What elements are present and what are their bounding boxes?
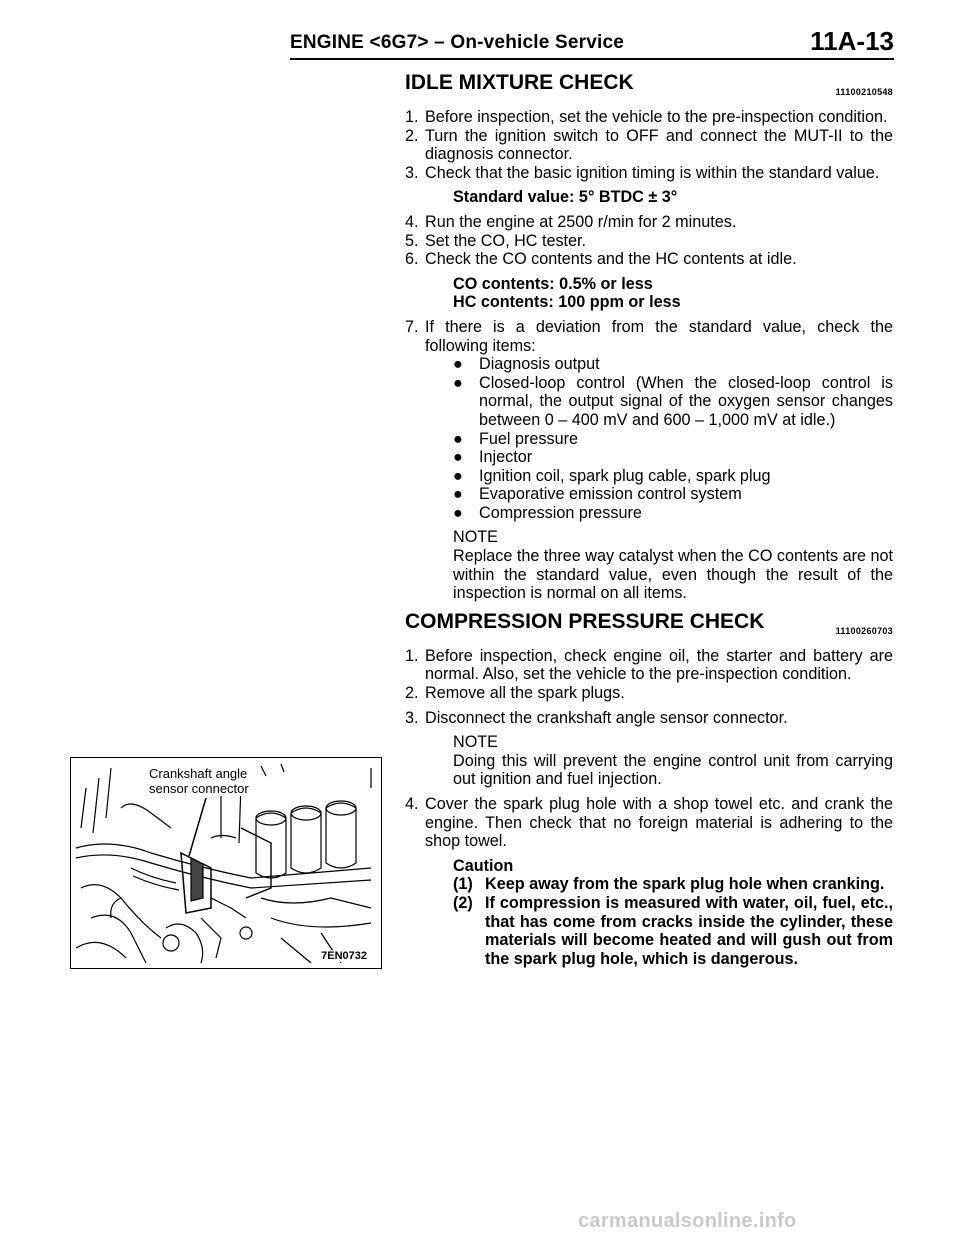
bullet-icon: ● [453, 466, 463, 485]
step-number: 4. [405, 795, 419, 813]
check-item [405, 355, 893, 374]
section-heading-compression [405, 609, 893, 639]
idle-note-text: Replace the three way catalyst when the CO contents are not within the standard value, even though the result of the inspection is normal on all items. [453, 547, 894, 603]
step-number: 2. [405, 684, 419, 703]
step-number: 4. [405, 212, 419, 231]
check-item [405, 504, 893, 523]
caution-text: Keep away from the spark plug hole when cranking. [485, 875, 885, 894]
step-text: Cover the spark plug hole with a shop towel etc. and crank the engine. Then check that no foreign material is adhering to the shop towel. [425, 795, 893, 851]
engine-illustration [70, 757, 382, 969]
idle-step-1 [405, 108, 893, 127]
figure-callout-label [147, 766, 251, 796]
bullet-icon: ● [453, 503, 463, 522]
header-rule [290, 58, 894, 60]
hc-contents: HC contents: 100 ppm or less [453, 293, 681, 312]
check-item-text: Closed-loop control (When the closed-loop control is normal, the output signal of the oxygen sensor changes between 0 – 400 mV and 600 – 1,000 mV at idle.) [479, 373, 893, 429]
step-text: Set the CO, HC tester. [425, 231, 587, 250]
callout-line-2: sensor connector [149, 781, 249, 796]
step-text: Remove all the spark plugs. [425, 684, 625, 703]
step-text: Check that the basic ignition timing is within the standard value. [425, 163, 880, 182]
compression-note-text: Doing this will prevent the engine control unit from carrying out ignition and fuel injection. [453, 751, 893, 789]
caution-item-1 [405, 875, 893, 894]
compression-step-2 [405, 684, 893, 703]
idle-step-4 [405, 213, 893, 232]
bullet-icon: ● [453, 355, 463, 374]
step-number: 5. [405, 231, 419, 250]
idle-note-label: NOTE [453, 528, 498, 547]
standard-value: Standard value: 5° BTDC ± 3° [453, 188, 678, 207]
step-text: Check the CO contents and the HC contents at idle. [425, 250, 797, 269]
step-text: Disconnect the crankshaft angle sensor connector. [425, 708, 788, 727]
step-number: 1. [405, 108, 419, 126]
bullet-icon: ● [453, 485, 463, 504]
check-item-text: Ignition coil, spark plug cable, spark plug [479, 466, 771, 485]
text-column [405, 71, 894, 968]
callout-line-1: Crankshaft angle [149, 766, 248, 781]
check-item [405, 485, 893, 504]
step-text: If there is a deviation from the standard value, check the following items: [425, 317, 893, 355]
check-item [405, 467, 893, 486]
compression-step-3 [405, 709, 893, 728]
compression-heading-text: COMPRESSION PRESSURE CHECK [405, 609, 765, 633]
compression-step-1 [405, 647, 893, 684]
compression-section-code: 11100260703 [835, 625, 893, 636]
step-number: 7. [405, 317, 419, 336]
co-contents: CO contents: 0.5% or less [453, 274, 653, 293]
idle-heading-text: IDLE MIXTURE CHECK [405, 71, 634, 94]
compression-note-label: NOTE [453, 733, 498, 752]
footer-watermark: carmanualsonline.info [578, 1210, 797, 1232]
caution-text: If compression is measured with water, oil, fuel, etc., that has come from cracks inside the cylinder, these materials will become heated and will gush out from the spark plug hole, which is dangerous. [485, 893, 893, 968]
page-title: ENGINE <6G7> – On-vehicle Service [290, 32, 624, 53]
check-item-text: Compression pressure [479, 503, 642, 522]
idle-step-2 [405, 127, 893, 164]
bullet-icon: ● [453, 373, 463, 392]
bullet-icon: ● [453, 429, 463, 448]
check-item [405, 430, 893, 449]
caution-number: (2) [453, 893, 473, 912]
figure-code: 7EN0732 [321, 950, 367, 962]
check-item-text: Fuel pressure [479, 429, 578, 448]
step-text: Turn the ignition switch to OFF and connect the MUT-II to the diagnosis connector. [425, 126, 893, 164]
caution-number: (1) [453, 875, 473, 894]
check-item-text: Diagnosis output [479, 355, 600, 374]
step-text: Before inspection, set the vehicle to the pre-inspection condition. [425, 108, 888, 126]
step-number: 6. [405, 250, 419, 269]
caution-item-2 [405, 894, 893, 968]
check-item-text: Injector [479, 448, 533, 467]
bullet-icon: ● [453, 448, 463, 467]
check-item-text: Evaporative emission control system [479, 485, 742, 504]
idle-section-code: 11100210548 [835, 87, 893, 97]
step-number: 2. [405, 126, 419, 145]
step-number: 3. [405, 708, 419, 727]
step-text: Run the engine at 2500 r/min for 2 minutes. [425, 212, 737, 231]
step-number: 3. [405, 163, 419, 182]
step-number: 1. [405, 646, 419, 665]
page-number: 11A-13 [810, 26, 894, 56]
check-item [405, 448, 893, 467]
check-item [405, 374, 893, 430]
step-text: Before inspection, check engine oil, the starter and battery are normal. Also, set the vehicle to the pre-inspection condition. [425, 646, 893, 684]
section-heading-idle [405, 71, 893, 100]
idle-step-6 [405, 250, 893, 269]
caution-label: Caution [453, 856, 514, 875]
page-header [290, 28, 894, 60]
compression-step-4 [405, 795, 893, 851]
idle-step-7 [405, 318, 893, 355]
idle-step-3 [405, 164, 893, 183]
idle-step-5 [405, 232, 893, 251]
